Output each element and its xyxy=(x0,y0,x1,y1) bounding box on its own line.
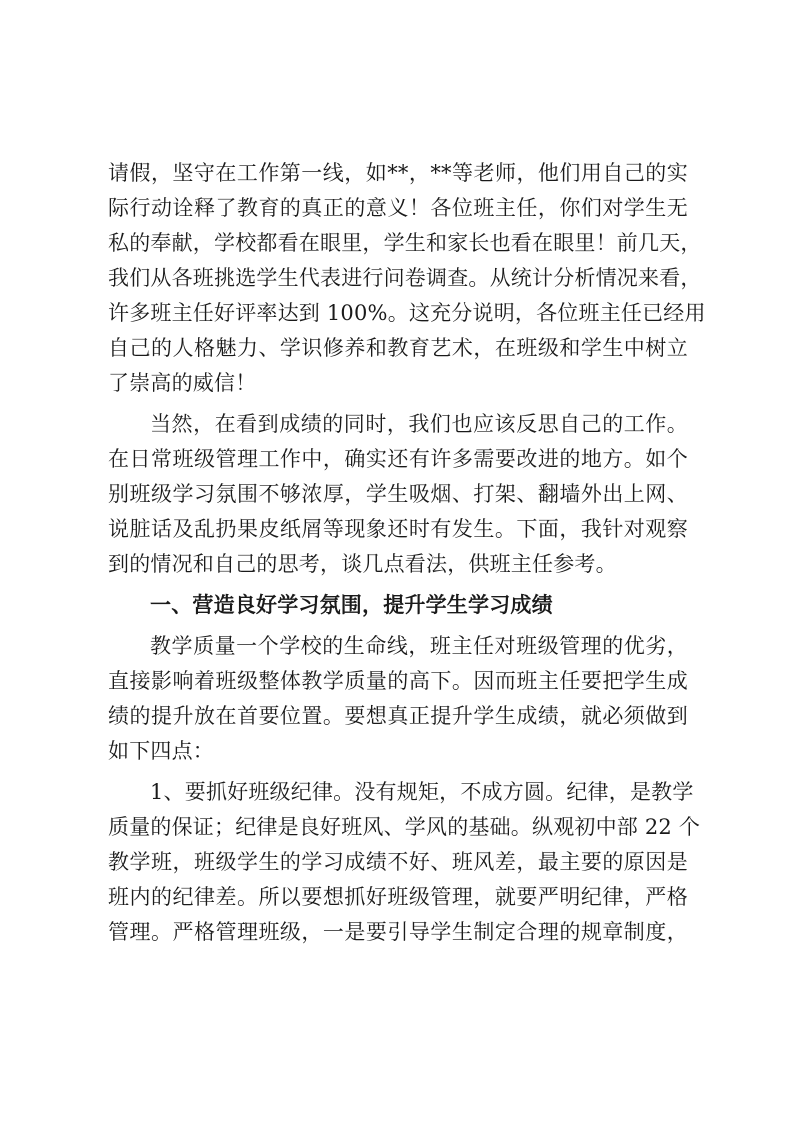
text-line: 如下四点： xyxy=(108,739,214,763)
text-line: 到的情况和自己的思考，谈几点看法，供班主任参考。 xyxy=(108,552,617,576)
text-line: 说脏话及乱扔果皮纸屑等现象还时有发生。下面，我针对观察 xyxy=(108,517,688,541)
paragraph-3 xyxy=(108,629,688,769)
text-line: 管理。严格管理班级，一是要引导学生制定合理的规章制度， xyxy=(108,920,688,944)
text-line: 在日常班级管理工作中，确实还有许多需要改进的地方。如个 xyxy=(108,447,688,471)
paragraph-4 xyxy=(108,775,701,950)
text-line: 私的奉献，学校都看在眼里，学生和家长也看在眼里！前几天， xyxy=(108,231,702,255)
text-line: 质量的保证；纪律是良好班风、学风的基础。纵观初中部 22 个 xyxy=(108,815,701,839)
text-line: 许多班主任好评率达到 100%。这充分说明，各位班主任已经用 xyxy=(108,301,706,325)
text-line: 当然，在看到成绩的同时，我们也应该反思自己的工作。 xyxy=(150,412,688,436)
section-heading: 一、营造良好学习氛围，提升学生学习成绩 xyxy=(150,593,553,617)
text-line: 请假，坚守在工作第一线，如**，**等老师，他们用自己的实 xyxy=(108,161,688,185)
text-line: 绩的提升放在首要位置。要想真正提升学生成绩，就必须做到 xyxy=(108,704,688,728)
text-line: 1、要抓好班级纪律。没有规矩，不成方圆。纪律，是教学 xyxy=(150,780,694,804)
text-line: 教学班，班级学生的学习成绩不好、班风差，最主要的原因是 xyxy=(108,850,688,874)
text-line: 教学质量一个学校的生命线，班主任对班级管理的优劣， xyxy=(150,634,688,658)
paragraph-1 xyxy=(108,156,706,401)
text-line: 了崇高的威信！ xyxy=(108,371,257,395)
text-line: 自己的人格魅力、学识修养和教育艺术，在班级和学生中树立 xyxy=(108,336,688,360)
text-line: 班内的纪律差。所以要想抓好班级管理，就要严明纪律，严格 xyxy=(108,885,688,909)
text-line: 我们从各班挑选学生代表进行问卷调查。从统计分析情况来看， xyxy=(108,266,702,290)
document-page xyxy=(108,156,706,950)
paragraph-2 xyxy=(108,407,688,582)
text-line: 际行动诠释了教育的真正的意义！各位班主任，你们对学生无 xyxy=(108,196,688,220)
text-line: 别班级学习氛围不够浓厚，学生吸烟、打架、翻墙外出上网、 xyxy=(108,482,688,506)
text-line: 直接影响着班级整体教学质量的高下。因而班主任要把学生成 xyxy=(108,669,688,693)
